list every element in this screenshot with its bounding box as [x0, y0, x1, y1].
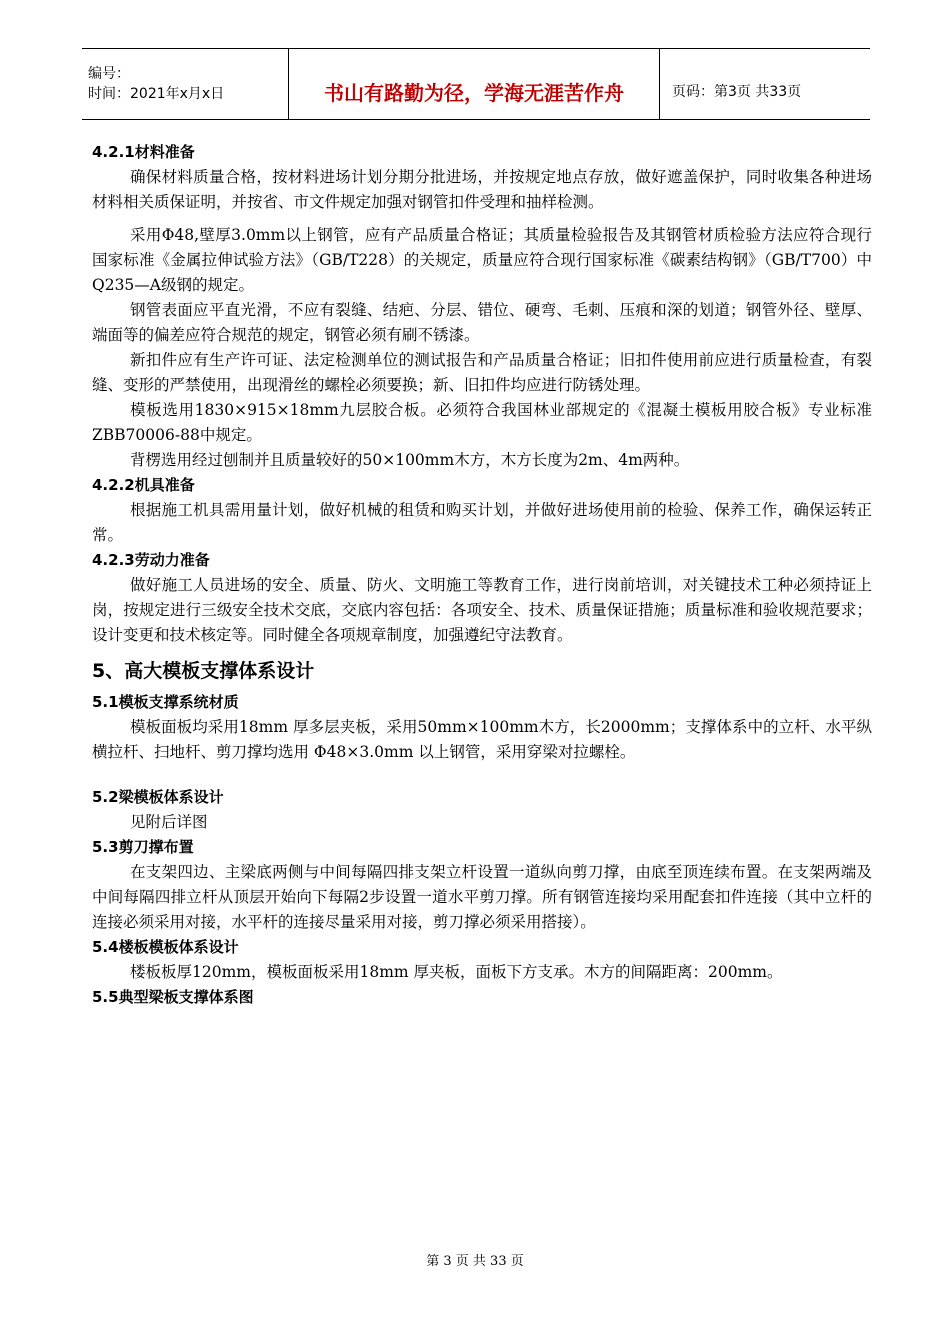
header-motto: 书山有路勤为径，学海无涯苦作舟 — [289, 49, 660, 119]
document-body — [92, 140, 872, 1010]
section-title-5-2: 5.2梁模板体系设计 — [92, 788, 224, 806]
header-page-number: 页码：第3页 共33页 — [672, 84, 802, 100]
section-title-5-4: 5.4楼板模板体系设计 — [92, 938, 239, 956]
section-title-4-2-3: 4.2.3劳动力准备 — [92, 551, 210, 569]
paragraph: 模板选用1830×915×18mm九层胶合板。必须符合我国林业部规定的《混凝土模板用胶合板》专业标准ZBB70006-88中规定。 — [92, 401, 872, 444]
paragraph: 楼板板厚120mm，模板面板采用18mm 厚夹板，面板下方支承。木方的间隔距离：200mm。 — [130, 963, 783, 981]
paragraph: 确保材料质量合格，按材料进场计划分期分批进场，并按规定地点存放，做好遮盖保护，同时收集各种进场材料相关质保证明，并按省、市文件规定加强对钢管扣件受理和抽样检测。 — [92, 168, 872, 211]
section-title-5: 5、高大模板支撑体系设计 — [92, 660, 315, 682]
section-title-5-1: 5.1模板支撑系统材质 — [92, 693, 239, 711]
section-title-5-3: 5.3剪刀撑布置 — [92, 838, 194, 856]
paragraph: 做好施工人员进场的安全、质量、防火、文明施工等教育工作，进行岗前培训，对关键技术工种必须持证上岗，按规定进行三级安全技术交底，交底内容包括：各项安全、技术、质量保证措施；质量标准和验收规范要求；设计变更和技术核定等。同时健全各项规章制度，加强遵纪守法教育。 — [92, 576, 872, 644]
paragraph: 新扣件应有生产许可证、法定检测单位的测试报告和产品质量合格证；旧扣件使用前应进行质量检查，有裂缝、变形的严禁使用，出现滑丝的螺栓必须要换；新、旧扣件均应进行防锈处理。 — [92, 351, 872, 394]
page-footer: 第 3 页 共 33 页 — [426, 1254, 524, 1269]
paragraph: 在支架四边、主梁底两侧与中间每隔四排支架立杆设置一道纵向剪刀撑，由底至顶连续布置。在支架两端及中间每隔四排立杆从顶层开始向下每隔2步设置一道水平剪刀撑。所有钢管连接均采用配套扣件连接（其中立杆的连接必须采用对接，水平杆的连接尽量采用对接，剪刀撑必须采用搭接）。 — [92, 863, 872, 931]
section-title-4-2-1: 4.2.1材料准备 — [92, 143, 195, 161]
paragraph: 背楞选用经过刨制并且质量较好的50×100mm木方，木方长度为2m、4m两种。 — [130, 451, 690, 469]
section-title-5-5: 5.5典型梁板支撑体系图 — [92, 988, 254, 1006]
time-label: 时间：2021年x月x日 — [88, 86, 225, 102]
header-meta — [82, 49, 289, 119]
paragraph: 采用Φ48,壁厚3.0mm以上钢管，应有产品质量合格证；其质量检验报告及其钢管材质检验方法应符合现行国家标准《金属拉伸试验方法》（GB/T228）的关规定，质量应符合现行国家标准《碳素结构钢》（GB/T700）中Q235—A级钢的规定。 — [92, 226, 872, 294]
section-title-4-2-2: 4.2.2机具准备 — [92, 476, 195, 494]
serial-label: 编号： — [88, 66, 130, 82]
paragraph: 钢管表面应平直光滑，不应有裂缝、结疤、分层、错位、硬弯、毛刺、压痕和深的划道；钢管外径、壁厚、端面等的偏差应符合规范的规定，钢管必须有刷不锈漆。 — [92, 301, 872, 344]
paragraph: 根据施工机具需用量计划，做好机械的租赁和购买计划，并做好进场使用前的检验、保养工作，确保运转正常。 — [92, 501, 872, 544]
paragraph: 见附后详图 — [130, 813, 208, 831]
paragraph: 模板面板均采用18mm 厚多层夹板，采用50mm×100mm木方，长2000mm；支撑体系中的立杆、水平纵横拉杆、扫地杆、剪刀撑均选用 Φ48×3.0mm 以上钢管，采用穿梁对拉螺栓。 — [92, 718, 872, 761]
page-header — [82, 48, 870, 120]
